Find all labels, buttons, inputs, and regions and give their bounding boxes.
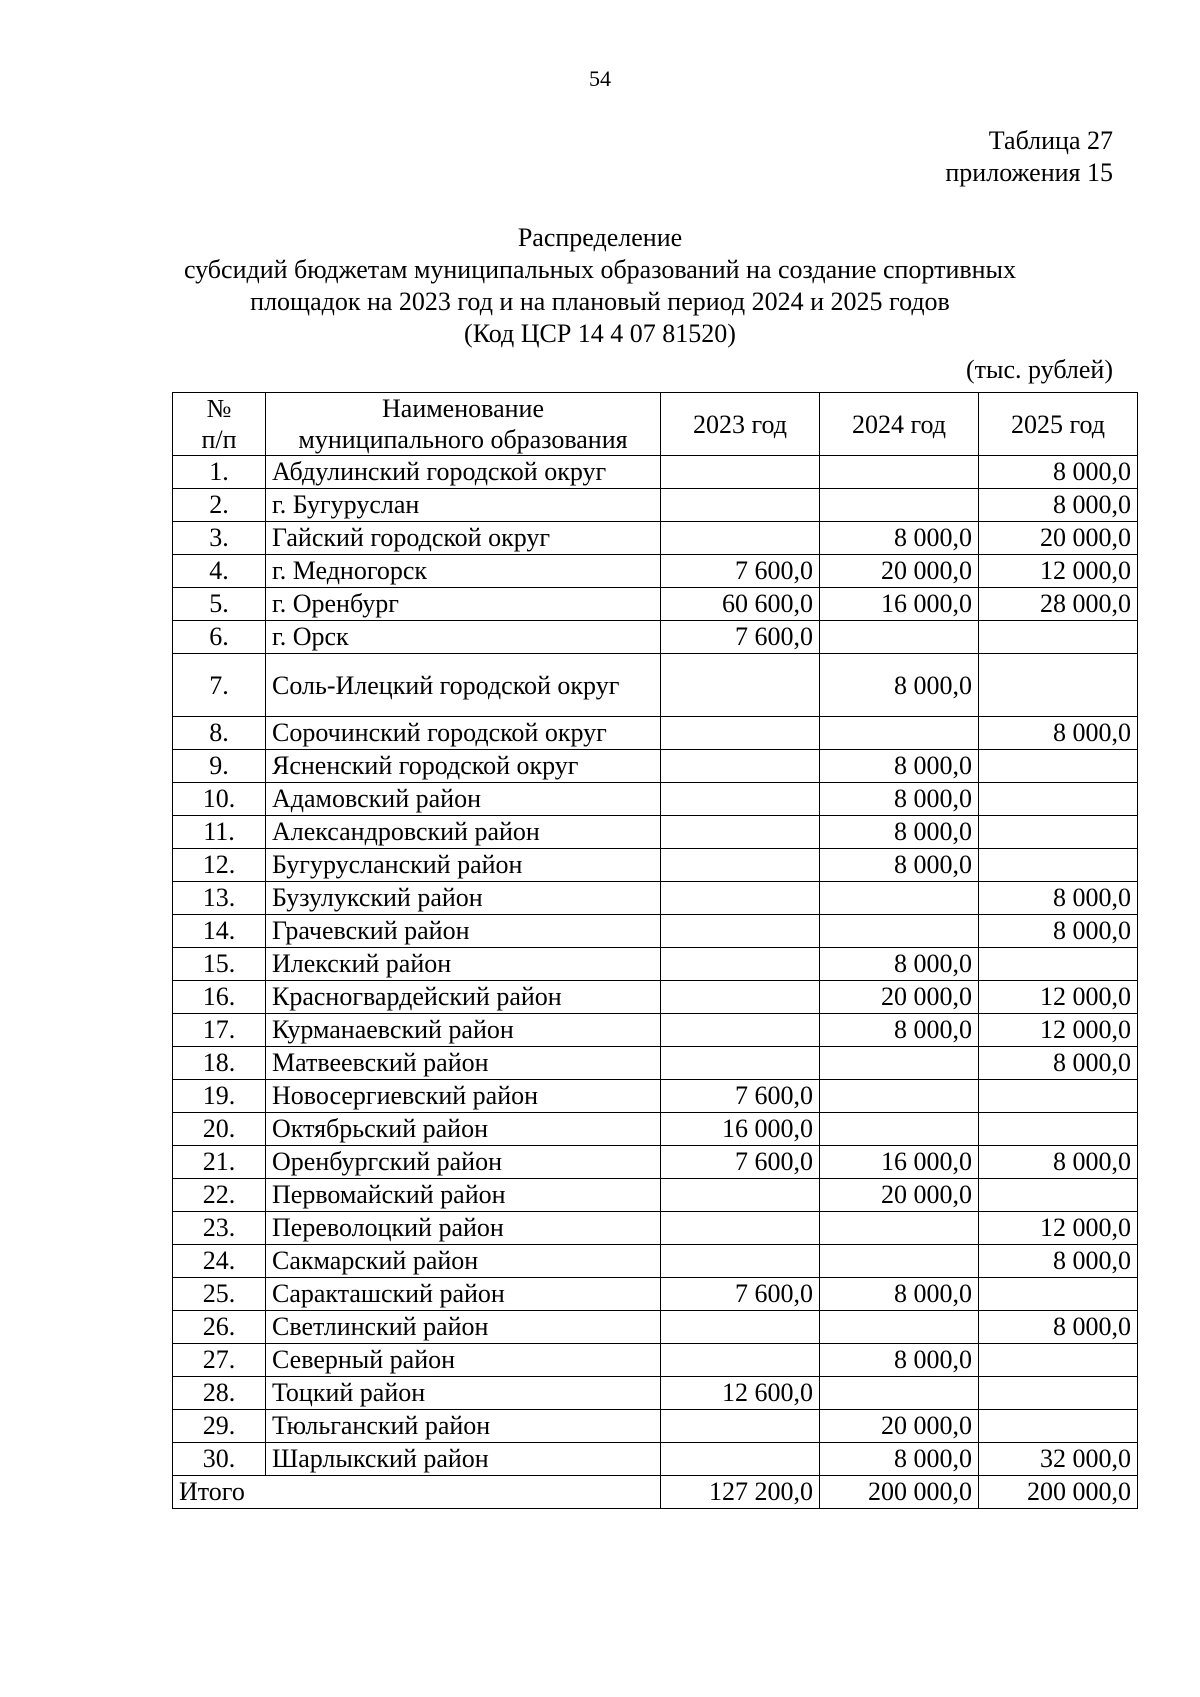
table-row [173, 1410, 1138, 1443]
row-2024: 8 000,0 [820, 1278, 979, 1311]
row-2024 [820, 1245, 979, 1278]
row-2023 [661, 849, 820, 882]
row-2023: 7 600,0 [661, 1278, 820, 1311]
row-2023 [661, 981, 820, 1014]
header-number-line1: № [206, 394, 232, 423]
row-name: Оренбургский район [266, 1146, 661, 1179]
row-2023 [661, 783, 820, 816]
row-name: Первомайский район [266, 1179, 661, 1212]
row-number: 30. [173, 1443, 266, 1476]
row-2023 [661, 915, 820, 948]
row-number: 24. [173, 1245, 266, 1278]
row-number: 27. [173, 1344, 266, 1377]
row-2025 [979, 948, 1138, 981]
row-name: Тюльганский район [266, 1410, 661, 1443]
row-2024 [820, 1212, 979, 1245]
row-2023: 12 600,0 [661, 1377, 820, 1410]
row-name: Светлинский район [266, 1311, 661, 1344]
row-number: 15. [173, 948, 266, 981]
table-row [173, 1014, 1138, 1047]
table-row [173, 1377, 1138, 1410]
row-2025: 12 000,0 [979, 555, 1138, 588]
row-number: 4. [173, 555, 266, 588]
table-row [173, 456, 1138, 489]
row-number: 28. [173, 1377, 266, 1410]
row-2024: 20 000,0 [820, 555, 979, 588]
row-name: Бугурусланский район [266, 849, 661, 882]
row-2024: 8 000,0 [820, 948, 979, 981]
row-2025 [979, 750, 1138, 783]
row-name: Сакмарский район [266, 1245, 661, 1278]
row-number: 20. [173, 1113, 266, 1146]
row-2023 [661, 456, 820, 489]
units-label: (тыс. рублей) [965, 355, 1113, 384]
row-2025: 28 000,0 [979, 588, 1138, 621]
row-2025 [979, 849, 1138, 882]
row-2024: 8 000,0 [820, 849, 979, 882]
row-name: Александровский район [266, 816, 661, 849]
row-2025: 8 000,0 [979, 1245, 1138, 1278]
table-row [173, 588, 1138, 621]
row-2023 [661, 489, 820, 522]
row-2025 [979, 1080, 1138, 1113]
table-row [173, 1344, 1138, 1377]
row-number: 8. [173, 717, 266, 750]
row-2025: 8 000,0 [979, 489, 1138, 522]
row-name: Переволоцкий район [266, 1212, 661, 1245]
row-2023: 7 600,0 [661, 1080, 820, 1113]
row-2025: 8 000,0 [979, 1146, 1138, 1179]
row-2024 [820, 456, 979, 489]
row-name: Тоцкий район [266, 1377, 661, 1410]
table-row [173, 654, 1138, 717]
title-line2: субсидий бюджетам муниципальных образований на создание спортивных [183, 255, 1017, 284]
row-2024: 8 000,0 [820, 1344, 979, 1377]
row-2025: 12 000,0 [979, 981, 1138, 1014]
row-2025: 8 000,0 [979, 456, 1138, 489]
table-row [173, 717, 1138, 750]
row-2024 [820, 882, 979, 915]
table-row [173, 1212, 1138, 1245]
row-2023: 7 600,0 [661, 1146, 820, 1179]
row-2023: 16 000,0 [661, 1113, 820, 1146]
table-row [173, 522, 1138, 555]
header-2023: 2023 год [661, 393, 820, 456]
total-2024: 200 000,0 [820, 1476, 979, 1509]
row-name: Новосергиевский район [266, 1080, 661, 1113]
total-label: Итого [173, 1476, 661, 1509]
row-2024 [820, 489, 979, 522]
row-2023 [661, 882, 820, 915]
row-number: 19. [173, 1080, 266, 1113]
row-number: 29. [173, 1410, 266, 1443]
row-2024: 8 000,0 [820, 522, 979, 555]
row-2024 [820, 717, 979, 750]
row-number: 13. [173, 882, 266, 915]
row-name: Курманаевский район [266, 1014, 661, 1047]
table-row [173, 1146, 1138, 1179]
row-2023: 7 600,0 [661, 621, 820, 654]
row-name: Шарлыкский район [266, 1443, 661, 1476]
row-name: Саракташский район [266, 1278, 661, 1311]
table-row [173, 882, 1138, 915]
table-reference [945, 125, 1113, 189]
row-2023 [661, 816, 820, 849]
row-2023: 60 600,0 [661, 588, 820, 621]
row-2023 [661, 948, 820, 981]
row-2023 [661, 1179, 820, 1212]
row-name: Абдулинский городской округ [266, 456, 661, 489]
row-name: г. Бугуруслан [266, 489, 661, 522]
row-name: Матвеевский район [266, 1047, 661, 1080]
table-row [173, 981, 1138, 1014]
row-2025 [979, 1113, 1138, 1146]
header-2024: 2024 год [820, 393, 979, 456]
row-2023 [661, 522, 820, 555]
row-number: 21. [173, 1146, 266, 1179]
table-row [173, 1245, 1138, 1278]
row-name: Северный район [266, 1344, 661, 1377]
table-body [173, 456, 1138, 1476]
title-line1: Распределение [517, 223, 683, 252]
row-name: Ясненский городской округ [266, 750, 661, 783]
row-2025 [979, 1410, 1138, 1443]
row-2023 [661, 1047, 820, 1080]
header-number [173, 393, 266, 456]
table-row [173, 1113, 1138, 1146]
table-row [173, 750, 1138, 783]
row-name: Октябрьский район [266, 1113, 661, 1146]
row-2023 [661, 1245, 820, 1278]
title-line4: (Код ЦСР 14 4 07 81520) [464, 319, 736, 348]
total-2025: 200 000,0 [979, 1476, 1138, 1509]
row-2024: 8 000,0 [820, 1014, 979, 1047]
table-row [173, 1047, 1138, 1080]
row-2023 [661, 717, 820, 750]
row-2025 [979, 1278, 1138, 1311]
row-2023 [661, 1212, 820, 1245]
row-2025: 8 000,0 [979, 717, 1138, 750]
total-2023: 127 200,0 [661, 1476, 820, 1509]
row-2025 [979, 783, 1138, 816]
row-2024: 8 000,0 [820, 654, 979, 717]
row-number: 1. [173, 456, 266, 489]
row-2024: 16 000,0 [820, 1146, 979, 1179]
row-2024: 16 000,0 [820, 588, 979, 621]
row-name: Гайский городской округ [266, 522, 661, 555]
row-2025: 8 000,0 [979, 915, 1138, 948]
table-row [173, 1179, 1138, 1212]
row-2023 [661, 1410, 820, 1443]
row-name: Красногвардейский район [266, 981, 661, 1014]
page-number: 54 [589, 66, 611, 91]
row-2024 [820, 1113, 979, 1146]
table-row [173, 948, 1138, 981]
row-2024 [820, 621, 979, 654]
row-number: 26. [173, 1311, 266, 1344]
row-2025 [979, 1344, 1138, 1377]
row-number: 3. [173, 522, 266, 555]
row-2025: 12 000,0 [979, 1212, 1138, 1245]
header-number-line2: п/п [201, 425, 237, 454]
row-2024: 20 000,0 [820, 981, 979, 1014]
row-number: 22. [173, 1179, 266, 1212]
row-2024: 8 000,0 [820, 816, 979, 849]
table-row [173, 621, 1138, 654]
row-number: 10. [173, 783, 266, 816]
row-name: Бузулукский район [266, 882, 661, 915]
table-row [173, 849, 1138, 882]
row-name: Илекский район [266, 948, 661, 981]
row-2023 [661, 750, 820, 783]
table-row [173, 1278, 1138, 1311]
row-2023 [661, 654, 820, 717]
table-row [173, 1311, 1138, 1344]
row-name: г. Орск [266, 621, 661, 654]
row-number: 25. [173, 1278, 266, 1311]
total-row [173, 1476, 1138, 1509]
row-number: 5. [173, 588, 266, 621]
row-name: Сорочинский городской округ [266, 717, 661, 750]
row-2024: 8 000,0 [820, 783, 979, 816]
row-number: 11. [173, 816, 266, 849]
row-2024 [820, 1080, 979, 1113]
row-name: г. Оренбург [266, 588, 661, 621]
row-number: 7. [173, 654, 266, 717]
row-2025: 8 000,0 [979, 882, 1138, 915]
row-2024: 8 000,0 [820, 1443, 979, 1476]
row-number: 23. [173, 1212, 266, 1245]
row-2023 [661, 1443, 820, 1476]
row-2024: 20 000,0 [820, 1179, 979, 1212]
row-2023 [661, 1344, 820, 1377]
header-name-line1: Наименование [382, 394, 544, 423]
row-name: Адамовский район [266, 783, 661, 816]
row-2025 [979, 654, 1138, 717]
row-2023 [661, 1311, 820, 1344]
row-2025 [979, 816, 1138, 849]
row-2025: 8 000,0 [979, 1047, 1138, 1080]
row-number: 9. [173, 750, 266, 783]
row-name: г. Медногорск [266, 555, 661, 588]
row-2024 [820, 1311, 979, 1344]
row-2023 [661, 1014, 820, 1047]
distribution-table [172, 392, 1138, 1509]
header-name [266, 393, 661, 456]
row-number: 6. [173, 621, 266, 654]
row-number: 2. [173, 489, 266, 522]
table-row [173, 915, 1138, 948]
table-row [173, 783, 1138, 816]
document-title [0, 222, 1200, 350]
row-2024 [820, 915, 979, 948]
row-2023: 7 600,0 [661, 555, 820, 588]
row-name: Соль-Илецкий городской округ [266, 654, 661, 717]
row-2025 [979, 1179, 1138, 1212]
row-name: Грачевский район [266, 915, 661, 948]
table-row [173, 1080, 1138, 1113]
row-2025 [979, 621, 1138, 654]
header-name-line2: муниципального образования [298, 425, 628, 454]
row-number: 14. [173, 915, 266, 948]
table-reference-line1: Таблица 27 [988, 126, 1113, 155]
row-2025: 20 000,0 [979, 522, 1138, 555]
row-2024 [820, 1047, 979, 1080]
table-row [173, 489, 1138, 522]
table-row [173, 1443, 1138, 1476]
row-2024: 20 000,0 [820, 1410, 979, 1443]
table-row [173, 816, 1138, 849]
row-2025: 32 000,0 [979, 1443, 1138, 1476]
header-2025: 2025 год [979, 393, 1138, 456]
row-2025: 12 000,0 [979, 1014, 1138, 1047]
title-line3: площадок на 2023 год и на плановый период 2024 и 2025 годов [250, 287, 950, 316]
table-row [173, 555, 1138, 588]
row-number: 16. [173, 981, 266, 1014]
row-number: 18. [173, 1047, 266, 1080]
row-number: 17. [173, 1014, 266, 1047]
row-2024: 8 000,0 [820, 750, 979, 783]
table-header-row [173, 393, 1138, 456]
row-2025 [979, 1377, 1138, 1410]
row-2025: 8 000,0 [979, 1311, 1138, 1344]
row-number: 12. [173, 849, 266, 882]
table-reference-line2: приложения 15 [945, 158, 1113, 187]
row-2024 [820, 1377, 979, 1410]
